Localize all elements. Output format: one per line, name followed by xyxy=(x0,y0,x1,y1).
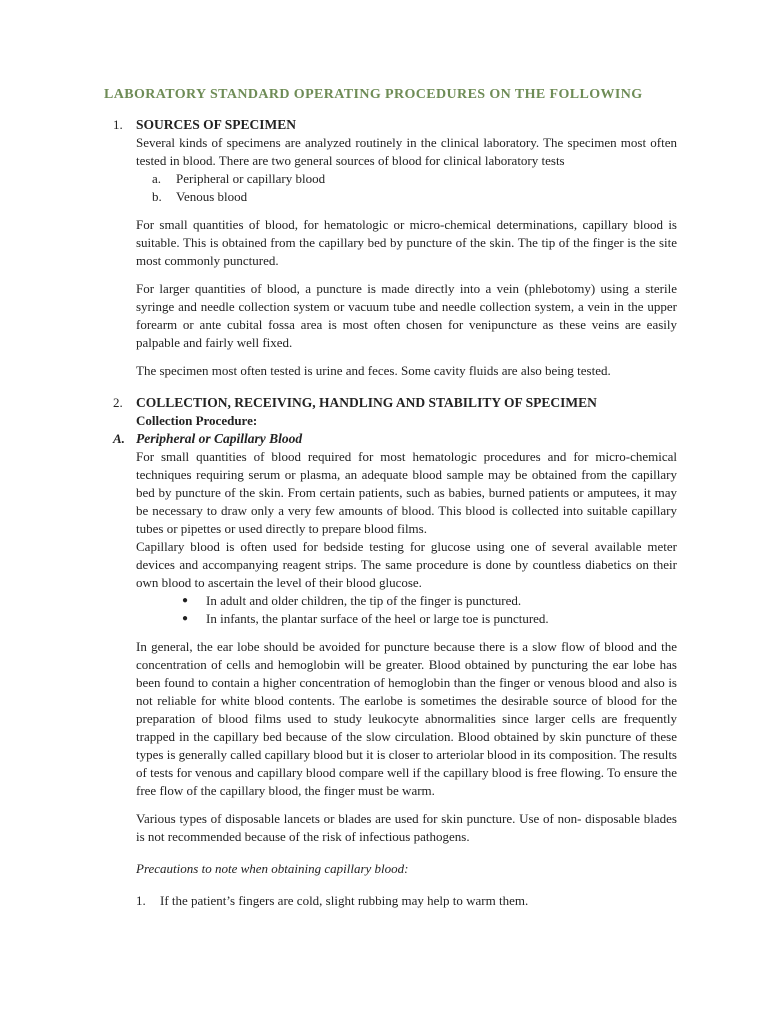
list-item-text: Venous blood xyxy=(176,189,248,204)
sub-heading: Collection Procedure: xyxy=(136,413,258,428)
section-number: 1. xyxy=(113,117,123,132)
paragraph: For larger quantities of blood, a puncture is made directly into a vein (phlebotomy) using a sterile syringe and needle collection system or vacuum tube and needle collection system, a vein in the upper forearm or ante cubital fossa area is most often chosen for venipuncture as these veins are easily palpable and fairly well fixed. xyxy=(136,281,677,350)
list-item xyxy=(136,188,677,206)
list-marker: a. xyxy=(152,171,162,186)
precaution-text: If the patient’s fingers are cold, slight rubbing may help to warm them. xyxy=(160,893,529,908)
paragraph: Several kinds of specimens are analyzed routinely in the clinical laboratory. The specimen most often tested in blood. There are two general sources of blood for clinical laboratory tests xyxy=(136,135,677,168)
list-item-text: Peripheral or capillary blood xyxy=(176,171,326,186)
bullet-text: In adult and older children, the tip of the finger is punctured. xyxy=(206,593,522,608)
paragraph: For small quantities of blood, for hematologic or micro-chemical determinations, capillary blood is suitable. This is obtained from the capillary bed by puncture of the skin. The tip of the finger is the site most commonly punctured. xyxy=(136,217,677,268)
list-marker: b. xyxy=(152,189,162,204)
subsection-body xyxy=(136,448,677,910)
section-heading: SOURCES OF SPECIMEN xyxy=(136,117,297,132)
bullet-item xyxy=(136,592,677,610)
section-body xyxy=(136,412,677,430)
paragraph: The specimen most often tested is urine and feces. Some cavity fluids are also being tested. xyxy=(136,363,611,378)
precaution-marker: 1. xyxy=(136,893,146,908)
section-sources-of-specimen xyxy=(104,116,677,380)
paragraph: Various types of disposable lancets or blades are used for skin puncture. Use of non- disposable blades is not recommended because of the risk of infectious pathogens. xyxy=(136,811,677,844)
bullet-item xyxy=(136,610,677,628)
bullet-icon: ● xyxy=(182,595,189,606)
section-heading-row xyxy=(104,116,677,134)
section-body xyxy=(136,134,677,380)
section-number: 2. xyxy=(113,395,123,410)
precautions-heading: Precautions to note when obtaining capillary blood: xyxy=(136,861,409,876)
paragraph: Capillary blood is often used for bedside testing for glucose using one of several available meter devices and accompanying reagent strips. The same procedure is done by countless diabetics on their own blood to ascertain the level of their blood glucose. xyxy=(136,539,677,590)
bullet-icon: ● xyxy=(182,613,189,624)
precaution-item xyxy=(136,892,677,910)
section-heading: COLLECTION, RECEIVING, HANDLING AND STABILITY OF SPECIMEN xyxy=(136,395,597,410)
paragraph: In general, the ear lobe should be avoided for puncture because there is a slow flow of blood and the concentration of cells and hemoglobin will be greater. Blood obtained by puncturing the ear lobe has been found to contain a higher concentration of hemoglobin than the finger or venous blood and also is not reliable for white blood contents. The earlobe is sometimes the desirable source of blood for the preparation of blood films used to study leukocyte abnormalities since larger cells are frequently trapped in the capillary bed because of the slow circulation. Blood obtained by skin puncture of these types is generally called capillary blood but it is closer to arteriolar blood in its composition. The results of tests for venous and capillary blood compare well if the capillary blood is free flowing. To ensure the free flow of the capillary blood, the finger must be warm. xyxy=(136,639,677,798)
subsection-marker: A. xyxy=(113,431,125,446)
section-collection xyxy=(104,394,677,910)
subsection-heading: Peripheral or Capillary Blood xyxy=(136,431,303,446)
section-heading-row xyxy=(104,394,677,412)
bullet-text: In infants, the plantar surface of the heel or large toe is punctured. xyxy=(206,611,549,626)
page-title: LABORATORY STANDARD OPERATING PROCEDURES ON THE FOLLOWING xyxy=(104,87,643,102)
list-item xyxy=(136,170,677,188)
subsection-heading-row xyxy=(104,430,677,448)
paragraph: For small quantities of blood required for most hematologic procedures and for micro-chemical techniques requiring serum or plasma, an adequate blood sample may be obtained from the capillary bed by puncture of the skin. From certain patients, such as babies, burned patients or amputees, it may be necessary to draw only a very few amounts of blood. This blood is collected into suitable capillary tubes or pipettes or used directly to prepare blood films. xyxy=(136,449,677,536)
